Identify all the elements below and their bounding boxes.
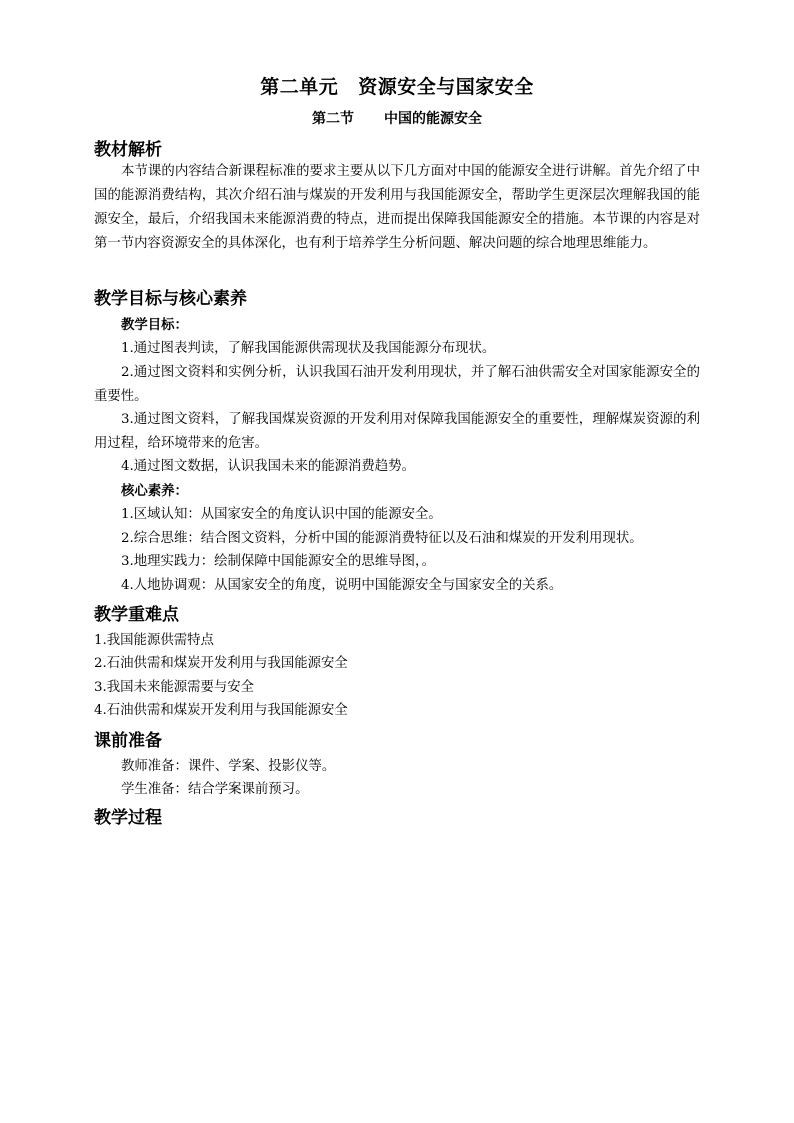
goal-item-2: 2.通过图文资料和实例分析，认识我国石油开发利用现状，并了解石油供需安全对国家能源安全的重要性。 (94, 365, 700, 404)
heading-goals: 教学目标与核心素养 (94, 289, 247, 309)
goal-item-3: 3.通过图文资料，了解我国煤炭资源的开发利用对保障我国能源安全的重要性，理解煤炭资源的利用过程，给环境带来的危害。 (94, 412, 700, 451)
unit-title-number: 第二单元 (260, 76, 339, 98)
heading-process: 教学过程 (94, 808, 162, 828)
goal-item-1: 1.通过图表判读，了解我国能源供需现状及我国能源分布现状。 (121, 341, 496, 356)
unit-title (0, 72, 794, 99)
goal-item-4: 4.通过图文数据，认识我国未来的能源消费趋势。 (121, 459, 415, 474)
core-label: 核心素养： (121, 483, 188, 499)
goals-label: 教学目标： (121, 317, 188, 333)
teacher-preparation: 教师准备：课件、学案、投影仪等。 (121, 759, 336, 774)
key-point-1: 1.我国能源供需特点 (94, 633, 214, 648)
core-item-4: 4.人地协调观：从国家安全的角度，说明中国能源安全与国家安全的关系。 (121, 578, 563, 593)
key-point-3: 3.我国未来能源需要与安全 (94, 680, 255, 695)
heading-preparation: 课前准备 (94, 731, 162, 751)
student-preparation: 学生准备：结合学案课前预习。 (121, 782, 309, 797)
core-item-1: 1.区域认知：从国家安全的角度认识中国的能源安全。 (121, 507, 442, 522)
section-subtitle (0, 108, 794, 128)
analysis-paragraph: 本节课的内容结合新课程标准的要求主要从以下几方面对中国的能源安全进行讲解。首先介绍了中国的能源消费结构，其次介绍石油与煤炭的开发利用与我国能源安全，帮助学生更深层次理解我国的能源安全，最后，介绍我国未来能源消费的特点，进而提出保障我国能源安全的措施。本节课的内容是对第一节内容资源安全的具体深化，也有利于培养学生分析问题、解决问题的综合地理思维能力。 (94, 164, 700, 251)
key-point-2: 2.石油供需和煤炭开发利用与我国能源安全 (94, 656, 348, 671)
unit-title-name: 资源安全与国家安全 (358, 76, 534, 98)
heading-key-points: 教学重难点 (94, 605, 179, 625)
core-item-2: 2.综合思维：结合图文资料，分析中国的能源消费特征以及石油和煤炭的开发利用现状。 (121, 531, 643, 546)
section-subtitle-name: 中国的能源安全 (384, 111, 482, 127)
key-point-4: 4.石油供需和煤炭开发利用与我国能源安全 (94, 703, 348, 718)
core-item-3: 3.地理实践力：绘制保障中国能源安全的思维导图，。 (121, 554, 436, 569)
heading-analysis: 教材解析 (94, 140, 162, 160)
section-subtitle-number: 第二节 (312, 111, 354, 127)
